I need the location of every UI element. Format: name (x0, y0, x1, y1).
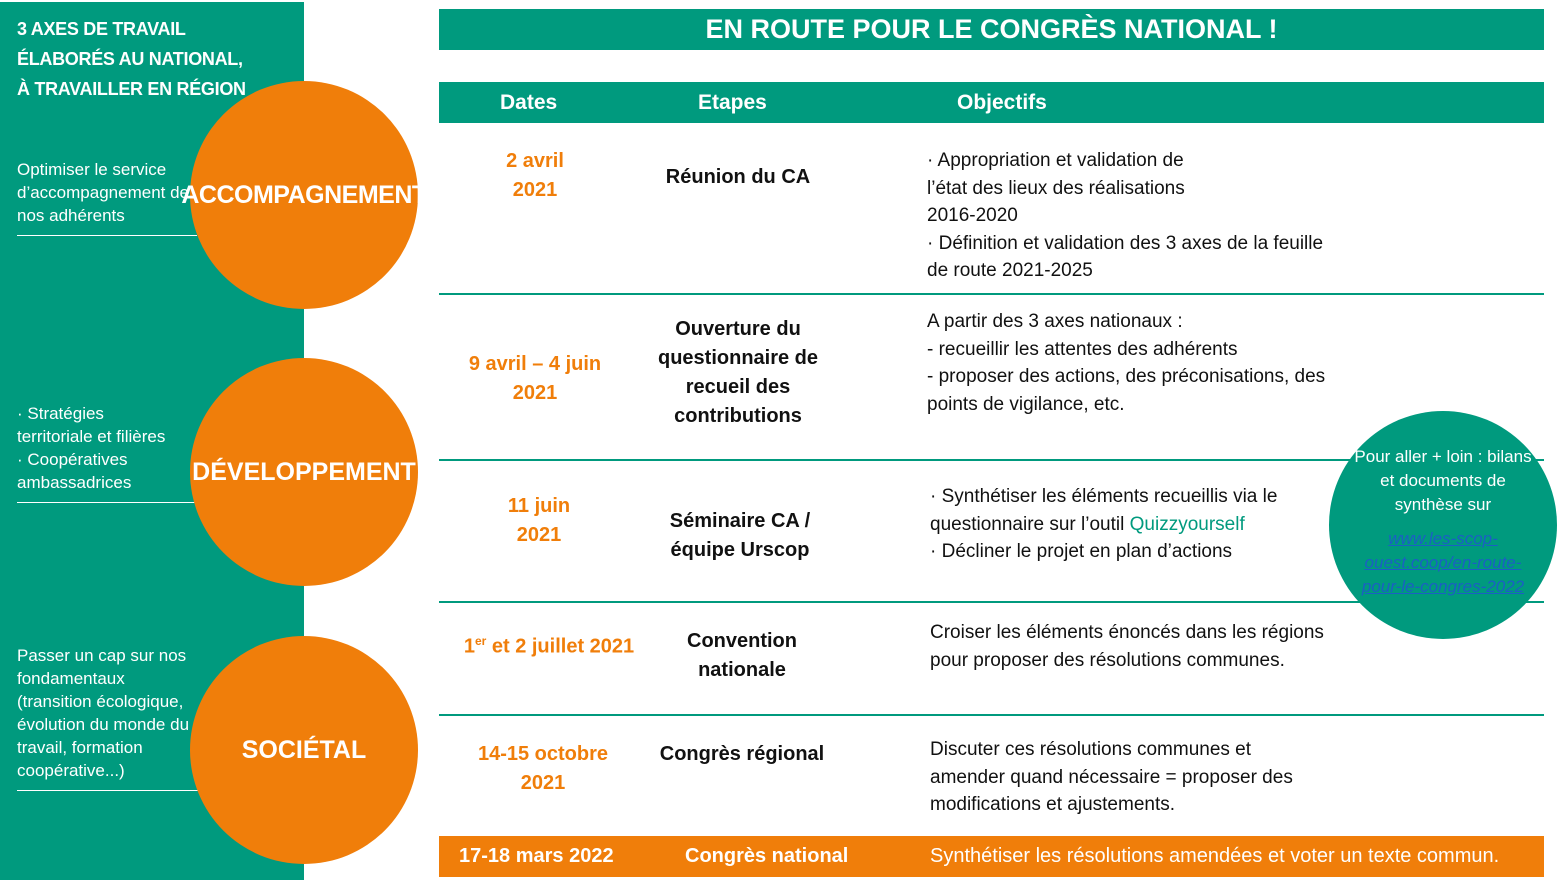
axis-circle-developpement: DÉVELOPPEMENT (190, 358, 418, 586)
final-objective: Synthétiser les résolutions amendées et voter un texte commun. (930, 845, 1500, 867)
axis-1-text: Optimiser le service d’accompagnement de nos adhérents (17, 158, 197, 236)
table-row (439, 603, 1544, 716)
row-date: 9 avril – 4 juin 2021 (468, 353, 602, 404)
info-link[interactable]: www.les-scop-ouest.coop/en-route-pour-le-congres-2022 (1361, 529, 1525, 596)
row-objective: · Appropriation et validation de l’état des lieux des réalisations 2016-2020 · Définition et validation des 3 axes de la feuille de route 2021-2025 (927, 150, 1324, 281)
axis-circle-societal: SOCIÉTAL (190, 636, 418, 864)
table-row (439, 716, 1544, 836)
title-line: ÉLABORÉS AU NATIONAL, (17, 49, 243, 69)
row-date: 14-15 octobre 2021 (477, 743, 609, 794)
title-line: À TRAVAILLER EN RÉGION (17, 79, 246, 99)
row-objective (930, 483, 1277, 566)
final-row (439, 836, 1544, 877)
date-day: 1 (463, 635, 475, 658)
page-title: EN ROUTE POUR LE CONGRÈS NATIONAL ! (439, 9, 1544, 50)
row-objective: A partir des 3 axes nationaux : - recueillir les attentes des adhérents - proposer des actions, des préconisations, des points de vigilance, etc. (927, 311, 1326, 415)
row-objective: Croiser les éléments énoncés dans les régions pour proposer des résolutions communes. (930, 622, 1324, 671)
axes-title (17, 14, 246, 104)
axis-2-text: · Stratégies territoriale et filières · Coopératives ambassadrices (17, 402, 207, 503)
info-text: Pour aller + loin : bilans et documents de synthèse sur (1354, 447, 1532, 514)
table-row (439, 123, 1544, 295)
table-header (439, 82, 1544, 123)
row-step: Convention nationale (687, 630, 797, 681)
final-step: Congrès national (685, 845, 849, 867)
row-step: Ouverture du questionnaire de recueil des contributions (657, 318, 819, 427)
row-date (449, 627, 649, 662)
quizzyourself-link[interactable]: Quizzyourself (1129, 513, 1245, 535)
title-line: 3 AXES DE TRAVAIL (17, 19, 186, 39)
info-circle (1329, 411, 1557, 639)
final-date: 17-18 mars 2022 (459, 845, 614, 867)
axis-circle-accompagnement: ACCOMPAGNEMENT (190, 81, 418, 309)
objective-text: · Décliner le projet en plan d’actions (930, 541, 1233, 562)
date-rest: et 2 juillet 2021 (486, 635, 635, 658)
header-dates: Dates (500, 91, 558, 114)
header-objectifs: Objectifs (957, 91, 1047, 114)
row-date: 2 avril 2021 (506, 150, 564, 201)
row-objective: Discuter ces résolutions communes et amender quand nécessaire = proposer des modifications et ajustements. (930, 739, 1293, 815)
header-etapes: Etapes (698, 91, 767, 114)
row-step: Réunion du CA (665, 166, 811, 188)
date-sup: er (474, 634, 487, 648)
row-step: Congrès régional (659, 743, 825, 765)
axis-3-text: Passer un cap sur nos fondamentaux (transition écologique, évolution du monde du travail, formation coopérative...) (17, 644, 204, 791)
row-date: 11 juin 2021 (507, 495, 571, 546)
objective-text: · Synthétiser les éléments recueillis via le questionnaire sur l’outil (930, 486, 1278, 535)
row-step: Séminaire CA / équipe Urscop (669, 510, 811, 561)
